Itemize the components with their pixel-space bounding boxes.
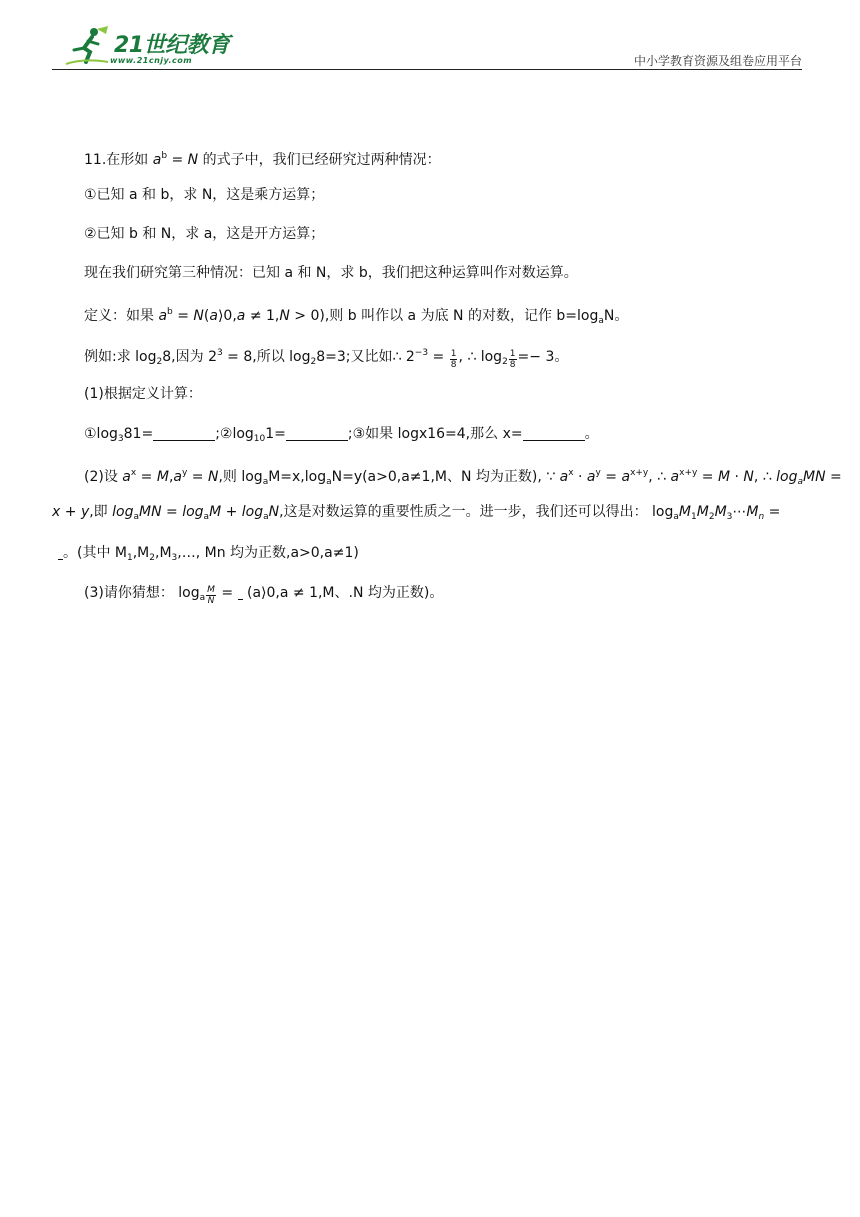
answer-blank-3[interactable] bbox=[523, 426, 585, 441]
logo-text: 21世纪教育 bbox=[114, 33, 230, 58]
answer-blank-2[interactable] bbox=[286, 426, 348, 441]
site-logo[interactable] bbox=[64, 26, 244, 68]
page-header bbox=[52, 22, 802, 70]
case-two-line: ②已知 b 和 N，求 a，这是开方运算； bbox=[84, 226, 325, 242]
case-three-line: 现在我们研究第三种情况：已知 a 和 N，求 b，我们把这种运算叫作对数运算。 bbox=[84, 265, 578, 281]
part-two-line-2: x + y,即 $\log_aMN = \log_aM + \log_aN$,这是对数运算的重要性质之一。进一步，我们还可以得出： $\log_aM_1M_2M_3\cdots M_n$ = bbox=[52, 504, 781, 522]
part-one-heading: (1)根据定义计算： bbox=[84, 386, 202, 402]
part-two-line-1: (2)设 $a^x = M,a^y = N$,则 $\log_aM=x,\log_aN=y(a>0,a\ne 1,M$、N 均为正数), ∵ $a^x \cdot a^y = a^{x+y}$, ∴ $a^{x+y} = M \cdot N$, ∴ $\log_aMN$ = bbox=[84, 468, 842, 487]
example-line: 例如:求 $\log_28$,因为 $2^3 = 8$,所以 $\log_28=3$;又比如∴ $2^{-3}$ = $\frac{1}{8}$ , ∴ $\log_2$ $\frac{1}{8}$ =− 3。 bbox=[84, 348, 569, 370]
header-divider bbox=[52, 69, 802, 70]
part-two-line-3: 。(其中 $M_1,M_2,M_3,\dots$, Mn 均为正数,a>0,a≠1) bbox=[58, 543, 359, 568]
site-name: 中小学教育资源及组卷应用平台 bbox=[633, 54, 802, 68]
intro-line: 11.在形如 $a^b = N$ 的式子中，我们已经研究过两种情况： bbox=[84, 151, 441, 168]
part-one-exercises: $①\log_381=$ $;②\log_{10}1=$ ;③如果 logx16=4,那么 x= 。 bbox=[84, 426, 599, 444]
definition-line: 定义：如果 $a^b$ = N(a⟩0,a ≠ 1,N > 0),则 b 叫作以 a 为底 N 的对数，记作 $b=\log_aN$。 bbox=[84, 307, 629, 326]
logo-url: www.21cnjy.com bbox=[110, 56, 193, 65]
part-three-line: (3)请你猜想： $\log_a$ $\frac{M}{N}$ = (a⟩0,a ≠ 1,M、.N 均为正数)。 bbox=[84, 585, 444, 606]
case-one-line: ①已知 a 和 b，求 N，这是乘方运算； bbox=[84, 187, 325, 203]
runner-icon bbox=[64, 26, 110, 68]
answer-blank-1[interactable] bbox=[153, 426, 215, 441]
answer-blank-5[interactable] bbox=[238, 589, 243, 600]
